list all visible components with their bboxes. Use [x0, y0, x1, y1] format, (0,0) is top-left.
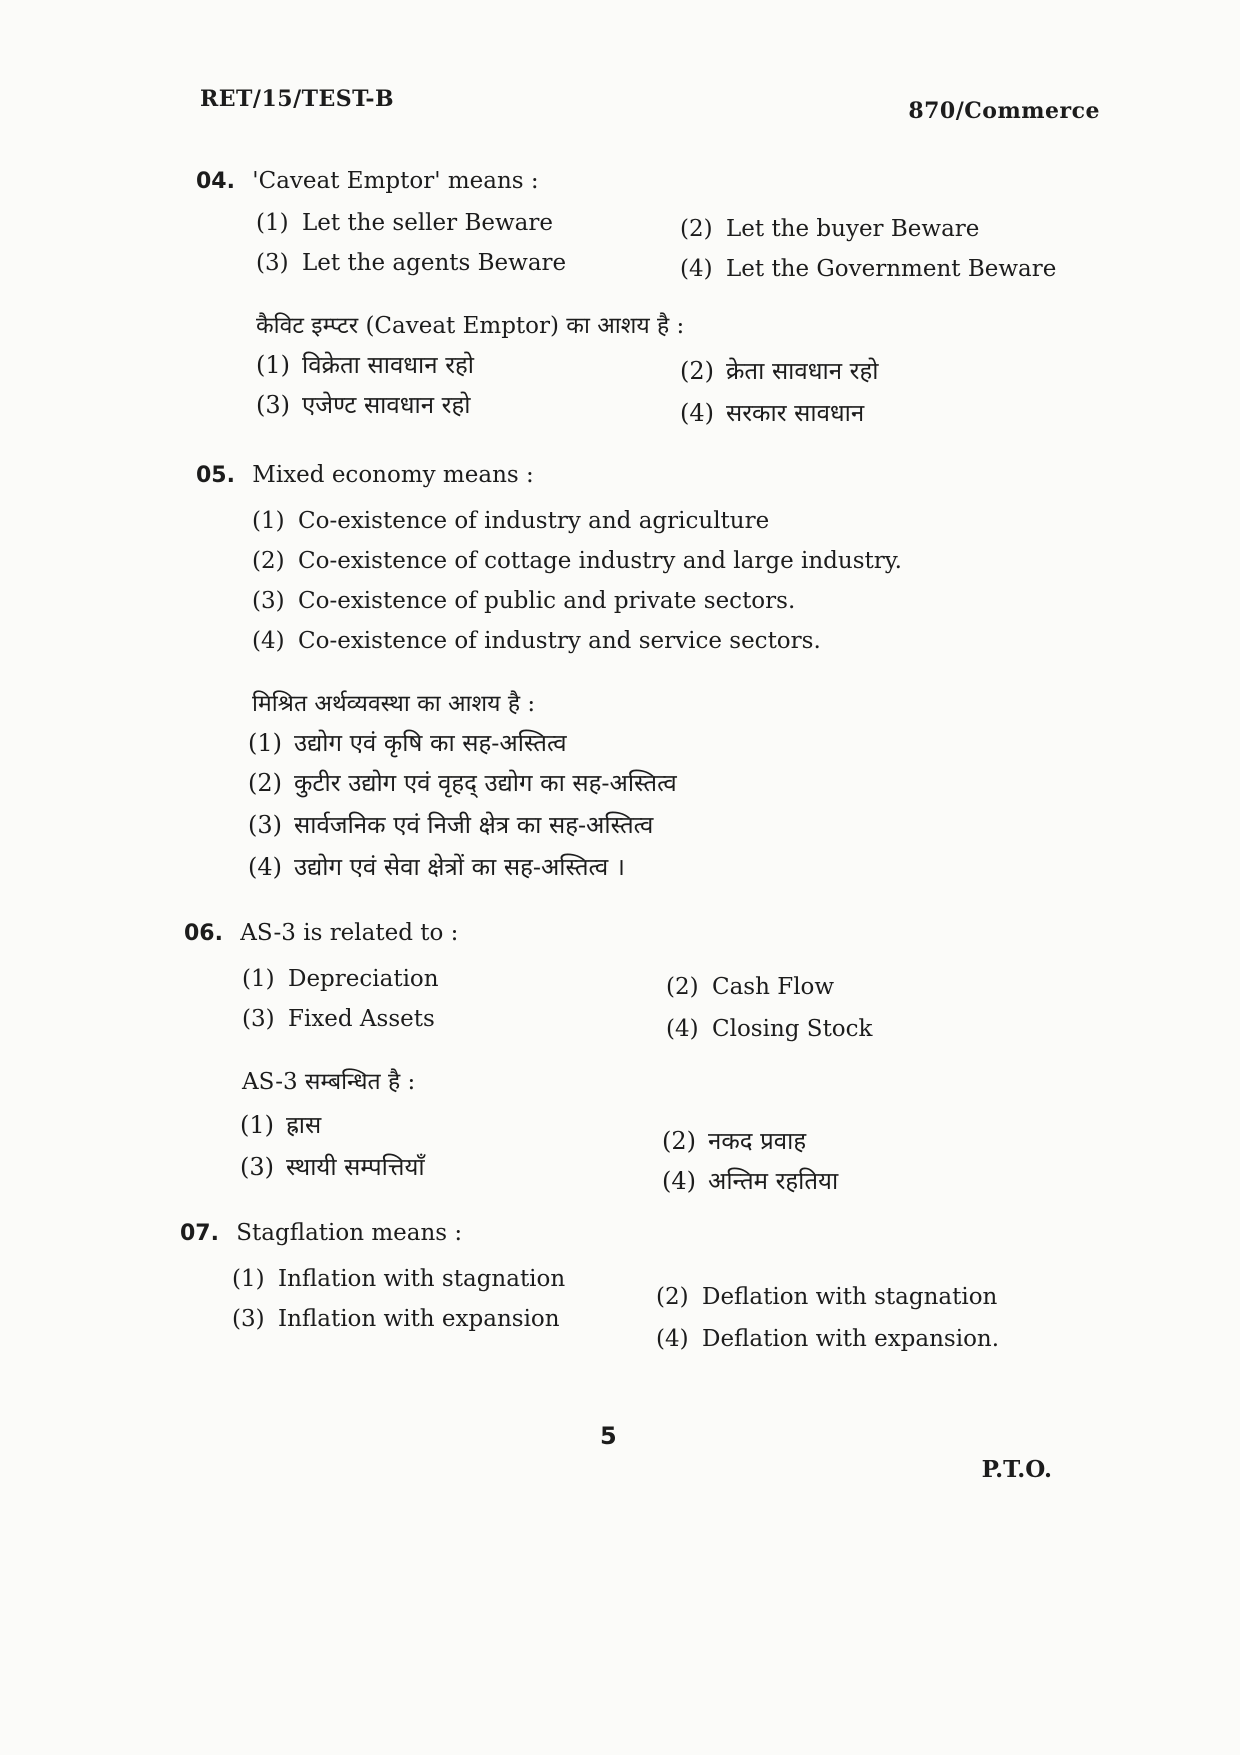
option-3: (3) Fixed Assets — [242, 1006, 435, 1032]
question-stem: AS-3 is related to : — [240, 920, 459, 946]
option-4: (4) Deflation with expansion. — [656, 1326, 1000, 1352]
option-3: (3) Let the agents Beware — [256, 250, 567, 276]
paper-code: RET/15/TEST-B — [200, 86, 395, 112]
hindi-option-1: (1) विक्रेता सावधान रहो — [256, 351, 475, 379]
option-3: (3) Inflation with expansion — [232, 1306, 560, 1332]
hindi-option-2: (2) नकद प्रवाह — [662, 1127, 807, 1155]
question-stem: Mixed economy means : — [252, 462, 534, 488]
option-1: (1) Let the seller Beware — [256, 210, 553, 236]
hindi-option-4: (4) सरकार सावधान — [680, 399, 865, 427]
option-4: (4) Let the Government Beware — [680, 256, 1057, 282]
hindi-option-1: (1) उद्योग एवं कृषि का सह-अस्तित्व — [248, 729, 567, 757]
option-2: (2) Let the buyer Beware — [680, 216, 980, 242]
option-3: (3) Co-existence of public and private sectors. — [252, 588, 796, 614]
option-2: (2) Co-existence of cottage industry and large industry. — [252, 548, 902, 574]
hindi-stem: AS-3 सम्बन्धित है : — [242, 1069, 416, 1095]
hindi-option-3: (3) स्थायी सम्पत्तियाँ — [240, 1153, 425, 1181]
hindi-option-2: (2) क्रेता सावधान रहो — [680, 357, 879, 385]
page-number: 5 — [600, 1422, 617, 1450]
hindi-stem: कैविट इम्प्टर (Caveat Emptor) का आशय है : — [256, 313, 685, 339]
hindi-option-4: (4) उद्योग एवं सेवा क्षेत्रों का सह-अस्तित्व । — [248, 853, 625, 881]
option-1: (1) Co-existence of industry and agriculture — [252, 508, 770, 534]
option-1: (1) Depreciation — [242, 966, 439, 992]
option-1: (1) Inflation with stagnation — [232, 1266, 566, 1292]
hindi-option-1: (1) ह्रास — [240, 1111, 322, 1139]
question-number: 05. — [196, 463, 235, 488]
question-number: 04. — [196, 169, 235, 194]
option-2: (2) Deflation with stagnation — [656, 1284, 998, 1310]
hindi-option-2: (2) कुटीर उद्योग एवं वृहद् उद्योग का सह-अस्तित्व — [248, 769, 677, 797]
hindi-option-3: (3) एजेण्ट सावधान रहो — [256, 391, 471, 419]
option-4: (4) Closing Stock — [666, 1016, 873, 1042]
question-stem: Stagflation means : — [236, 1220, 463, 1246]
hindi-option-4: (4) अन्तिम रहतिया — [662, 1167, 839, 1195]
option-2: (2) Cash Flow — [666, 974, 835, 1000]
question-number: 07. — [180, 1221, 219, 1246]
subject-code: 870/Commerce — [908, 98, 1100, 124]
question-stem: 'Caveat Emptor' means : — [252, 168, 539, 194]
pto-label: P.T.O. — [981, 1456, 1052, 1483]
question-number: 06. — [184, 921, 223, 946]
hindi-stem: मिश्रित अर्थव्यवस्था का आशय है : — [252, 691, 536, 717]
option-4: (4) Co-existence of industry and service sectors. — [252, 628, 821, 654]
hindi-option-3: (3) सार्वजनिक एवं निजी क्षेत्र का सह-अस्तित्व — [248, 811, 654, 839]
